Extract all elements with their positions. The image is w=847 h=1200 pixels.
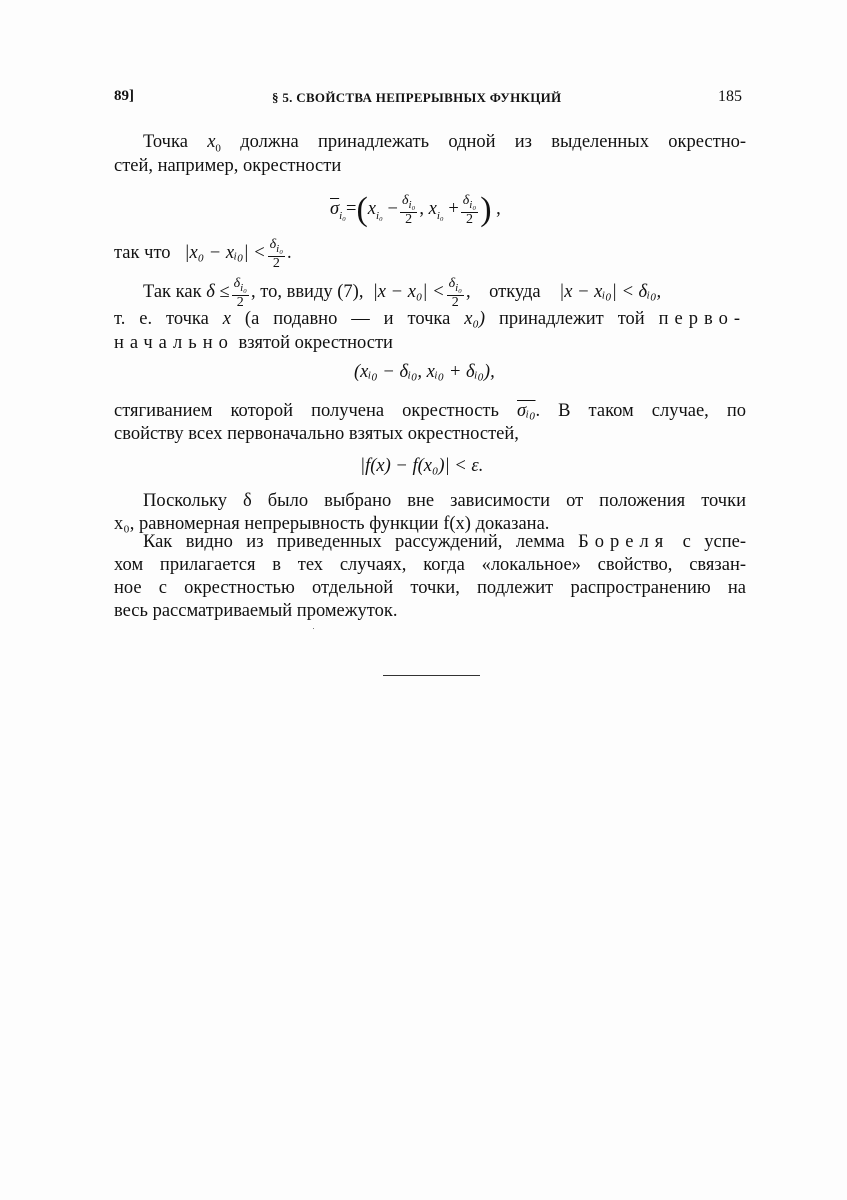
formula-interval: (xᵢ₀ − δᵢ₀, xᵢ₀ + δᵢ₀),	[354, 362, 495, 382]
print-speck	[313, 628, 314, 629]
text-line: свойству всех первоначально взятых окрестностей,	[114, 424, 519, 444]
text-line: Поскольку δ было выбрано вне зависимости от положения точки	[143, 491, 746, 511]
text-line: Так как δ ≤ $\frac{\delta_{i_0}}{2}$ , то, ввиду (7), |x − x₀| < $\frac{\delta_{i_0}}{2}$ , откуда |x − xᵢ₀| < δᵢ₀,	[143, 276, 662, 310]
running-title: § 5. СВОЙСТВА НЕПРЕРЫВНЫХ ФУНКЦИЙ	[272, 90, 562, 105]
text-line: хом прилагается в тех случаях, когда «локальное» свойство, связан-	[114, 555, 746, 575]
text-line: Как видно из приведенных рассуждений, лемма Бореля с успе-	[143, 532, 746, 552]
text-line: начально взятой окрестности	[114, 333, 393, 353]
text-line: стягиванием которой получена окрестность σᵢ₀. В таком случае, по	[114, 401, 746, 421]
text-line: ное с окрестностью отдельной точки, подлежит распространению на	[114, 578, 746, 598]
text-line: Точка $x_0$ должна принадлежать одной из выделенных окрестно-	[143, 132, 747, 155]
formula-inequality: |f(x) − f(x₀)| < ε.	[360, 456, 484, 476]
page-number: 185	[718, 88, 742, 105]
section-end-divider	[383, 675, 480, 676]
formula-sigma-interval: $\overline{\sigma}_{i_0}=(x_{i_0}$ − $\frac{\delta_{i_0}}{2}$ , $x_{i_0}$ + $\frac{\delta_{i_0}}{2}$ ) ,	[330, 190, 501, 228]
text-line: так что |x₀ − xᵢ₀| < $\frac{\delta_{i_0}}{2}$ .	[114, 237, 292, 271]
text-line: т. е. точка x (а подавно — и точка x₀) принадлежит той перво-	[114, 309, 746, 329]
text-line: стей, например, окрестности	[114, 156, 342, 176]
text-line: весь рассматриваемый промежуток.	[114, 601, 398, 621]
text-line: x₀, равномерная непрерывность функции f(x) доказана.	[114, 514, 550, 534]
section-number: 89]	[114, 88, 134, 104]
